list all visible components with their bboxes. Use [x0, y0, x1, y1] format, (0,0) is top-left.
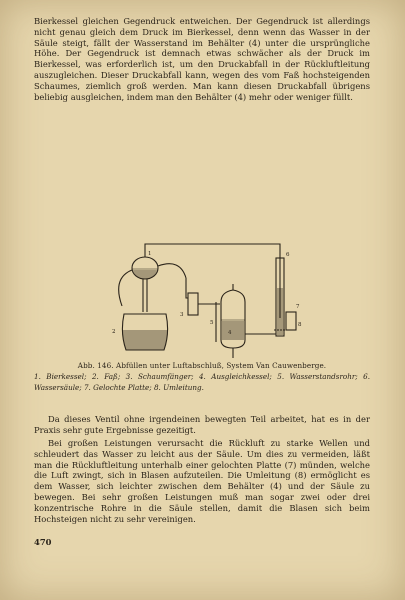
paragraph-1: Bierkessel gleichen Gegendruck entweichen. Der Gegendruck ist allerdings nicht genau gleich dem Druck im Bierkessel, denn wenn das Wasser in der Säule steigt, fällt der Wasserstand im Behälter (4) unter die ursprüngliche Höhe. Der Gegendruck ist demnach etwas schwächer als der Druck im Bierkessel, was erforderlich ist, um den Druckabfall in der Rückluftleitung auszugleichen. Dieser Druckabfall kann, wegen des vom Faß hochsteigenden Schaumes, ziemlich groß werden. Man kann diesen Druckabfall übrigens beliebig ausgleichen, indem man den Behälter (4) mehr oder weniger füllt.: [34, 16, 370, 102]
figure-caption: [34, 360, 370, 393]
side-pipe: [158, 264, 186, 278]
figure-caption-legend: 1. Bierkessel; 2. Faß; 3. Schaumfänger; 4. Ausgleichkessel; 5. Wasserstandsrohr; 6. Wassersäule; 7. Gelochte Platte; 8. Umleitung.: [34, 372, 370, 392]
label-4: 4: [228, 330, 232, 336]
figure-caption-title: Abb. 146. Abfüllen unter Luftabschluß, System Van Cauwenberge.: [77, 361, 327, 370]
label-7: 7: [296, 304, 300, 310]
label-6: 6: [286, 252, 290, 258]
foam-catcher-shape: [188, 293, 198, 315]
label-5: 5: [210, 320, 214, 326]
bypass-shape: [286, 312, 296, 330]
label-8: 8: [298, 322, 302, 328]
label-1: 1: [148, 251, 152, 257]
return-air-pipe: [145, 244, 280, 318]
apparatus-diagram: [100, 218, 310, 358]
page-number: 470: [34, 537, 52, 547]
paragraph-2: Da dieses Ventil ohne irgendeinen bewegten Teil arbeitet, hat es in der Praxis sehr gute Ergebnisse gezeitigt.: [34, 414, 370, 435]
label-2: 2: [112, 329, 116, 335]
paragraph-3: Bei großen Leistungen verursacht die Rückluft zu starke Wellen und schleudert das Wasser zu leicht aus der Säule. Um dies zu vermeiden, läßt man die Rückluftleitung unterhalb einer gelochten Platte (7) münden, welche die Luft zwingt, sich in Blasen aufzuteilen. Die Umleitung (8) ermöglicht es dem Wasser, sich leichter zwischen dem Behälter (4) und der Säule zu bewegen. Bei sehr großen Leistungen muß man sogar zwei oder drei konzentrische Rohre in die Säule stellen, damit die Blasen sich beim Hochsteigen nicht zu sehr vereinigen.: [34, 438, 370, 524]
label-3: 3: [180, 312, 184, 318]
